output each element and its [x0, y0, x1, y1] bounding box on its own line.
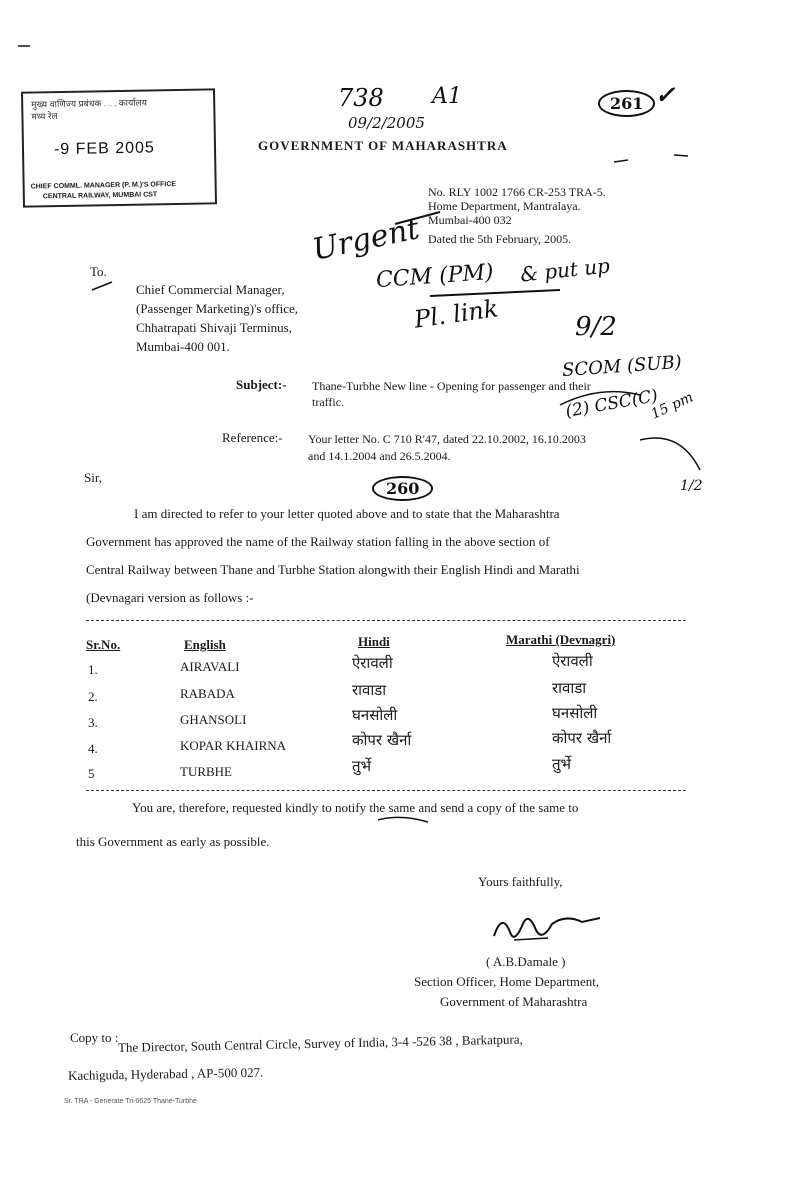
subject-line-1: Thane-Turbhe New line - Opening for passenger and their [312, 379, 591, 393]
row-3-english: GHANSOLI [180, 712, 247, 727]
signatory-org: Government of Maharashtra [440, 994, 588, 1009]
addressee-line-3: Chhatrapati Shivaji Terminus, [136, 320, 292, 335]
footer-code: Sr. TRA - Generate Tri-0625 Thane-Turbhe [64, 1098, 197, 1105]
copy-label: Copy to : [70, 1030, 119, 1045]
subject-label: Subject:- [236, 377, 287, 392]
row-2-sr: 2. [88, 689, 98, 704]
closing: Yours faithfully, [478, 874, 563, 889]
header-hindi: Hindi [358, 634, 390, 649]
circled-number: 261 [598, 90, 655, 117]
copy-line-1: The Director, South Central Circle, Survey of India, 3-4 -526 38 , Barkatpura, [117, 1031, 523, 1055]
header-sr-no: Sr.No. [86, 637, 121, 652]
row-3-hindi: घनसोली [352, 706, 398, 724]
stamp-date: -9 FEB 2005 [53, 139, 155, 159]
urgent-note: Urgent [309, 211, 423, 268]
csc-note: (2) CSC(C) [563, 386, 660, 422]
para1-line-4: (Devnagari version as follows :- [86, 590, 254, 605]
reference-line-2: and 14.1.2004 and 26.5.2004. [308, 449, 451, 463]
table-bottom-rule [86, 790, 686, 791]
row-5-english: TURBHE [180, 764, 232, 779]
ref-number: No. RLY 1002 1766 CR-253 TRA-5. [428, 185, 606, 199]
signatory-title: Section Officer, Home Department, [414, 974, 600, 989]
stamp-office-line: मुख्य वाणिज्य प्रबंधक . . . कार्यालय [31, 97, 148, 110]
header-marathi: Marathi (Devnagri) [506, 632, 616, 647]
row-2-hindi: रावाडा [352, 681, 387, 699]
copy-line-2: Kachiguda, Hyderabad , AP-500 027. [67, 1064, 264, 1083]
para2-line-1: You are, therefore, requested kindly to notify the same and send a copy of the same to [132, 800, 579, 815]
signatory-name: ( A.B.Damale ) [486, 954, 566, 969]
row-1-english: AIRAVALI [180, 659, 240, 674]
link-note: Pl. link [412, 294, 500, 334]
row-2-marathi: रावाडा [552, 679, 587, 697]
letter-heading: GOVERNMENT OF MAHARASHTRA [258, 138, 508, 153]
subject-line-2: traffic. [312, 395, 345, 409]
corner-mark-icon: ✓ [655, 80, 676, 109]
circled-reference: 260 [372, 476, 433, 501]
reference-label: Reference:- [222, 430, 283, 445]
to-label: To. [90, 264, 107, 279]
row-1-sr: 1. [88, 662, 98, 677]
addressee-line-1: Chief Commercial Manager, [136, 282, 285, 297]
inward-date: 09/2/2005 [348, 114, 425, 132]
row-4-sr: 4. [88, 741, 98, 756]
city: Mumbai-400 032 [428, 213, 512, 227]
addressee-line-4: Mumbai-400 001. [136, 339, 230, 354]
row-1-marathi: ऐरावली [552, 652, 593, 670]
addressee-line-2: (Passenger Marketing)'s office, [136, 301, 299, 316]
row-3-marathi: घनसोली [552, 704, 598, 722]
inward-number: 738 [338, 84, 384, 112]
para1-line-3: Central Railway between Thane and Turbhe Station alongwith their English Hindi and Marathi [86, 562, 580, 577]
signature [488, 904, 608, 954]
misc-note: 15 pm [648, 389, 696, 423]
stamp-office-english: CHIEF COMML. MANAGER (P. M.)'S OFFICE [30, 181, 177, 191]
note-date: 9/2 [575, 312, 617, 342]
row-1-hindi: ऐरावली [352, 654, 393, 672]
para1-line-2: Government has approved the name of the Railway station falling in the above section of [86, 534, 550, 549]
row-2-english: RABADA [180, 686, 235, 701]
row-4-english: KOPAR KHAIRNA [180, 738, 287, 753]
department: Home Department, Mantralaya. [428, 199, 581, 213]
row-5-hindi: तुर्भे [352, 757, 372, 775]
ccm-note: CCM (PM) [375, 259, 495, 294]
stamp-railway-line: मध्य रेल [31, 111, 58, 122]
para1-line-1: I am directed to refer to your letter quoted above and to state that the Maharashtra [134, 506, 560, 521]
row-3-sr: 3. [88, 715, 98, 730]
year-note: 1/2 [680, 478, 703, 494]
header-english: English [184, 637, 226, 652]
row-5-marathi: तुर्भे [552, 755, 572, 773]
para2-line-2: this Government as early as possible. [76, 834, 270, 849]
row-4-marathi: कोपर खैर्ना [552, 729, 612, 747]
letter-date: Dated the 5th February, 2005. [428, 232, 572, 246]
put-up-note: & put up [518, 253, 611, 287]
scom-note: SCOM (SUB) [561, 351, 683, 382]
stamp-railway-english: CENTRAL RAILWAY, MUMBAI CST [42, 191, 158, 201]
salutation: Sir, [84, 470, 102, 485]
table-top-rule [86, 620, 686, 621]
reference-line-1: Your letter No. C 710 R'47, dated 22.10.2002, 16.10.2003 [308, 432, 586, 446]
row-4-hindi: कोपर खैर्ना [352, 731, 412, 749]
row-5-sr: 5 [88, 766, 95, 781]
inward-suffix: A1 [432, 84, 462, 109]
